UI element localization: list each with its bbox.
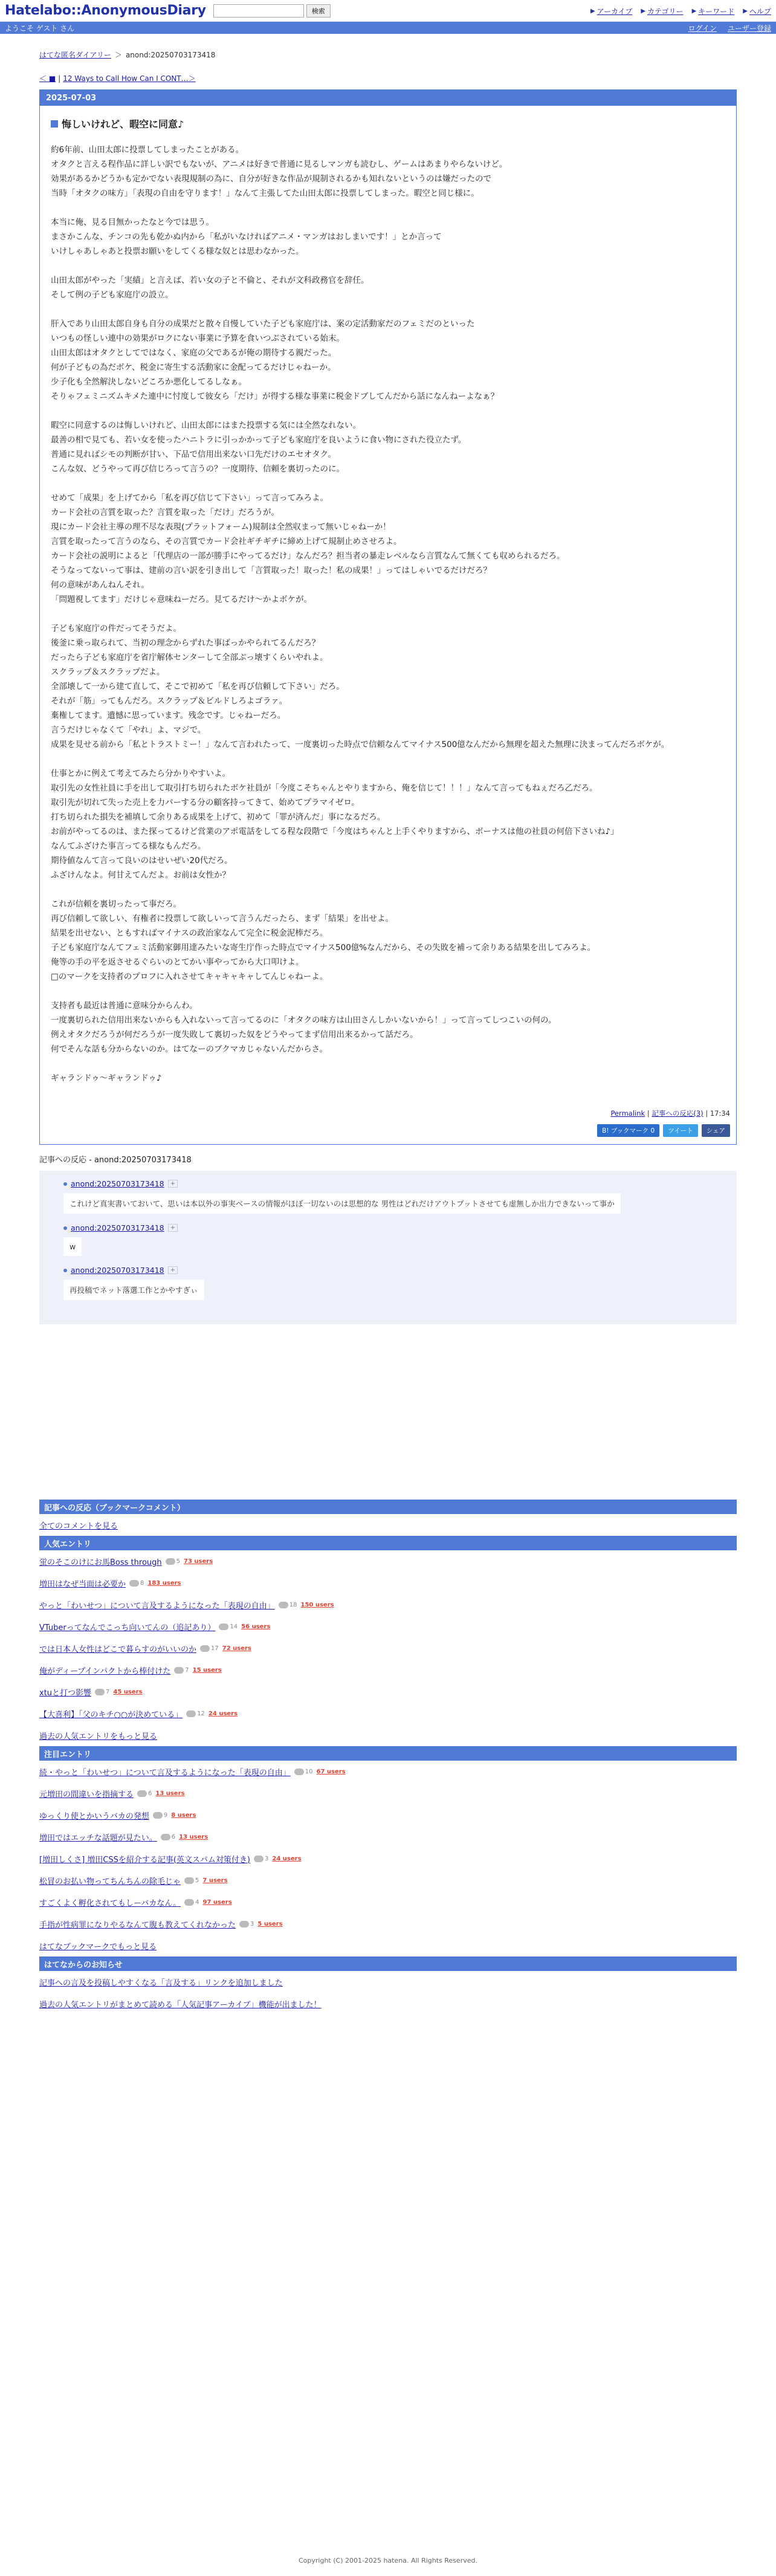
past-popular-link[interactable]: 過去の人気エントリをもっと見る: [39, 1732, 158, 1741]
comment-bubble-icon: [153, 1812, 163, 1819]
entry-line: 再び信頼して欲しい、有権者に投票して欲しいって言うんだったら、まず「結果」を出せよ。: [51, 914, 393, 924]
entry-list-item: [39, 1761, 737, 1782]
comment-count-text: 9: [163, 1811, 168, 1819]
response-head: [63, 1179, 725, 1188]
comment-count-text: 7: [106, 1688, 110, 1695]
reactions-link[interactable]: 記事への反応(3): [652, 1109, 703, 1118]
response-body: w: [63, 1237, 82, 1256]
users-count[interactable]: 183 users: [147, 1579, 181, 1587]
comment-bubble-icon: [254, 1856, 264, 1862]
breadcrumb-sep: ＞: [114, 51, 122, 59]
entry-time: 17:34: [710, 1109, 730, 1118]
comment-count[interactable]: [174, 1667, 189, 1674]
search-button[interactable]: 検索: [306, 4, 331, 18]
users-count[interactable]: 7 users: [202, 1877, 228, 1884]
entry-line: 現にカード会社主導の理不尽な表現(プラットフォーム)規制は全然収まって無いじゃねーか！: [51, 522, 391, 532]
entry-list-item: [39, 1659, 737, 1681]
comment-count[interactable]: [294, 1769, 313, 1775]
footer-copyright: Copyright (C) 2001-2025 hatena. All Rights Reserved.: [299, 2557, 477, 2565]
response-body: これけど真実書いておいて、思いは本以外の事実ベースの情報がほぼ一切ないのは思想的な 男性はどれだけアウトプットさせても虚無しか出力できないって事か: [63, 1193, 621, 1214]
bookmark-section: [39, 1514, 737, 1536]
entry-line: 山田太郎はオタクとしてではなく、家庭の父であるが俺の期待する親だった。: [51, 348, 337, 358]
spacer: [39, 1324, 737, 1500]
entry-line: 少子化も全然解決しないどころか悪化してるしなぁ。: [51, 377, 247, 387]
entry-list-item: [39, 1782, 737, 1804]
users-count[interactable]: 72 users: [222, 1645, 251, 1652]
entry-list-item: [39, 1804, 737, 1826]
entry-line: ふざけんなよ。何甘えてんだよ。お前は女性か？: [51, 870, 230, 880]
entry-line: だったら子ども家庭庁を省庁解体センターして全部ぶっ壊すくらいやれよ。: [51, 653, 328, 662]
entry-date: 2025-07-03: [40, 90, 736, 106]
entry-link[interactable]: xtuと打つ影響: [39, 1688, 92, 1698]
expand-icon[interactable]: +: [168, 1224, 178, 1232]
comment-bubble-icon: [200, 1645, 210, 1652]
arrow-right-icon: ▶: [743, 8, 748, 15]
entry-link[interactable]: 俺がディープインパクトから棒付けた: [39, 1666, 171, 1676]
response-item: [63, 1266, 725, 1300]
noteworthy-more: [39, 1935, 737, 1956]
comment-count-text: 10: [305, 1768, 313, 1775]
comment-count-text: 12: [197, 1710, 205, 1717]
users-count[interactable]: 24 users: [208, 1710, 238, 1717]
entry-title-text: 悔しいけれど、暇空に同意♪: [62, 118, 184, 130]
entry-line: □のマークを支持者のプロフに入れさせてキャキャキャしてんじゃねーよ。: [51, 972, 328, 982]
bookmark-comments-band: 記事への反応（ブックマークコメント）: [39, 1500, 737, 1514]
entry-line: ギャランドゥ～ギャランドゥ♪: [51, 1073, 162, 1083]
entry-link[interactable]: 続・やっと「わいせつ」について言及するようになった「表現の自由」: [39, 1768, 291, 1778]
comment-bubble-icon: [174, 1667, 184, 1674]
entry-box: [39, 89, 737, 1145]
entry-link[interactable]: 元増田の間違いを指摘する: [39, 1790, 134, 1799]
entry-paragraph: [51, 491, 725, 607]
nav-keyword[interactable]: ▶ キーワード: [691, 7, 735, 16]
bullet-icon: [63, 1182, 67, 1186]
entry-line: 仕事とかに例えて考えてみたら分かりやすいよ。: [51, 769, 230, 778]
entry-line: 取引先が切れて失った売上を力バーする分の顧客持ってきて、始めてプラマイゼロ。: [51, 798, 360, 807]
comment-count[interactable]: [186, 1710, 205, 1717]
entry-paragraph: [51, 998, 725, 1057]
entry-body: [40, 143, 736, 1086]
entry-line: お前がやってるのは、また探ってるけど営業のアポ電話をしてる程な段階で「今度はちゃんと上手くやりますから、ボーナスは他の社員の何倍下さいね♪」: [51, 827, 619, 837]
entry-line: せめて「成果」を上げてから「私を再び信じて下さい」って言ってみろよ。: [51, 493, 328, 503]
entry-link[interactable]: 松冒のお払い物ってちんちんの除毛じゃ: [39, 1877, 181, 1886]
comment-bubble-icon: [184, 1877, 194, 1884]
read-all-comments-link[interactable]: 全てのコメントを見る: [39, 1521, 118, 1531]
entry-paragraph: [51, 215, 725, 259]
entry-list-item: [39, 1637, 737, 1659]
entry-paragraph: [51, 766, 725, 882]
comment-count[interactable]: [137, 1790, 152, 1797]
entry-line: 子ども家庭庁なんてフェミ活動家御用達みたいな寄生庁作った時点でマイナス500億%なんだから、その失敗を補って余りある結果を出してみろよ。: [51, 943, 596, 953]
entry-line: 結果を出せない、ともすればマイナスの政治家なんて完全に税金泥棒だろ。: [51, 928, 328, 938]
entry-link[interactable]: 手指が性病罪になりやるなんて腹も教えてくれなかった: [39, 1920, 236, 1930]
tweet-button[interactable]: ツイート: [663, 1124, 697, 1137]
entry-link[interactable]: やっと「わいせつ」について言及するようになった「表現の自由」: [39, 1601, 275, 1611]
users-count[interactable]: 45 users: [113, 1688, 143, 1695]
arrow-right-icon: ▶: [691, 8, 697, 15]
comment-count[interactable]: [184, 1877, 199, 1884]
entry-line: 子ども家庭庁の件だってそうだよ。: [51, 624, 181, 633]
entry-line: 最善の相で見ても、若い女を使ったハニトラに引っかかって子ども家庭庁を良いように食い物にされた役立たず。: [51, 435, 467, 445]
entry-link[interactable]: では日本人女性はどこで暮らすのがいいのか: [39, 1645, 197, 1654]
entry-paragraph: [51, 273, 725, 302]
entry-line: いけしゃあしゃあと投票お願いをしてくる様な奴とは思わなかった。: [51, 247, 304, 256]
users-count[interactable]: 97 users: [202, 1898, 232, 1906]
users-count[interactable]: 73 users: [184, 1558, 213, 1565]
entry-line: 言うだけじゃなくて「やれ」よ、マジで。: [51, 725, 206, 735]
response-head: [63, 1223, 725, 1232]
users-count[interactable]: 15 users: [192, 1666, 222, 1674]
comment-bubble-icon: [129, 1580, 139, 1587]
register-link[interactable]: ユーザー登録: [727, 24, 771, 33]
comment-count[interactable]: [166, 1558, 180, 1565]
comment-count[interactable]: [200, 1645, 219, 1652]
users-count[interactable]: 56 users: [241, 1623, 271, 1630]
comment-bubble-icon: [137, 1790, 147, 1797]
comment-count-text: 14: [230, 1623, 238, 1630]
entry-line: 何が子どもの為だボケ、税金に寄生する活動家に金配ってるだけじゃねーか。: [51, 363, 336, 372]
users-count[interactable]: 13 users: [179, 1833, 209, 1840]
arrow-right-icon: ▶: [590, 8, 595, 15]
comment-count[interactable]: [219, 1623, 238, 1630]
entry-line: 言質を取ったって言うのなら、その言質でカード会社ギチギチに締め上げて規制止めさせろよ。: [51, 537, 402, 546]
comment-bubble-icon: [166, 1558, 175, 1565]
main-content: [39, 50, 737, 2015]
nav-category[interactable]: ▶ カテゴリー: [641, 7, 684, 16]
users-count[interactable]: 150 users: [300, 1601, 334, 1608]
entry-line: そして例の子ども家庭庁の設立。: [51, 290, 173, 300]
entry-line: スクラップ＆スクラップだよ。: [51, 667, 165, 677]
comment-bubble-icon: [219, 1623, 228, 1630]
entry-line: そうなってないって事は、建前の言い訳を引き出して「言質取った！取った！私の成果！」ってはしゃいでるだけだろ？: [51, 566, 491, 575]
response-head: [63, 1266, 725, 1275]
user-bar: [0, 22, 776, 34]
popular-entries-list: [39, 1550, 737, 1724]
header-nav: [590, 6, 771, 16]
response-item: [63, 1179, 725, 1214]
next-entry-link[interactable]: 12 Ways to Call How Can I CONT…＞: [63, 74, 196, 83]
facebook-share-button[interactable]: シェア: [702, 1124, 730, 1137]
responses-list: [39, 1171, 737, 1324]
entry-line: オタクと言える程作品に詳しい訳でもないが、アニメは好きで普通に見るしマンガも読むし、ゲームはあまりやらないけど。: [51, 160, 508, 169]
comment-count[interactable]: [184, 1899, 199, 1906]
entry-link[interactable]: ゆっくり使とかいうバカの発想: [39, 1811, 149, 1821]
users-count[interactable]: 5 users: [257, 1920, 283, 1927]
popular-more: [39, 1724, 737, 1746]
nav-archive[interactable]: ▶ アーカイブ: [590, 7, 633, 16]
entry-line: カード会社の言質を取った？言質を取った「だけ」だろうが。: [51, 508, 279, 517]
entry-footer: Permalink | 記事への反応(3) | 17:34: [610, 1109, 730, 1118]
entry-line: 打ち切られた損失を補填して余りある成果を上げて、初めて「罪が済んだ」事になるだろ。: [51, 812, 386, 822]
welcome-text: ようこそ ゲスト さん: [5, 24, 75, 33]
notice-band: はてなからのお知らせ: [39, 1956, 737, 1971]
pager-sep: |: [58, 74, 61, 83]
entry-paragraph: [51, 1071, 725, 1086]
response-link[interactable]: anond:20250703173418: [71, 1266, 164, 1275]
entry-line: 後釜に乗っ取られて、当初の理念からずれた事ばっかやられてるんだろ？: [51, 638, 320, 648]
expand-icon[interactable]: +: [168, 1266, 178, 1274]
entry-link[interactable]: すごくよく孵化されてもしーバカなん。: [39, 1898, 181, 1908]
entry-line: 俺等の手の平を返させるぐらいのとてかい事やってから大口叩けよ。: [51, 957, 304, 967]
entry-line: 期待値なんて言って良いのはせいぜい20代だろ。: [51, 856, 233, 866]
entry-line: 何の意味があんねんそれ。: [51, 580, 149, 590]
users-count[interactable]: 67 users: [316, 1768, 346, 1775]
entry-link[interactable]: 増田ではエッチな話題が見たい。: [39, 1833, 157, 1843]
entry-line: 全部壊して一から建て直して、そこで初めて「私を再び信頼して下さい」だろ。: [51, 682, 344, 691]
comment-count-text: 18: [289, 1601, 297, 1608]
entry-list-item: [39, 1572, 737, 1594]
comment-count[interactable]: [129, 1580, 144, 1587]
user-links: [688, 23, 771, 33]
entry-line: 何でそんな話も分からないのか。はてなーのブクマカじゃないんだからさ。: [51, 1044, 328, 1054]
comment-count-text: 5: [195, 1877, 199, 1884]
entry-line: そりゃフェミニズムキメた連中に忖度して彼女ら「だけ」が得する様な事業に税金ドブしてんだから話になんねーよなぁ？: [51, 392, 499, 401]
entry-title[interactable]: [51, 117, 736, 131]
breadcrumb-diary[interactable]: はてな匿名ダイアリー: [39, 51, 111, 59]
arrow-right-icon: ▶: [641, 8, 646, 15]
entry-line: なんてふざけた事言ってる様なもんだろ。: [51, 841, 206, 851]
prev-entry-link[interactable]: ＜ ■: [39, 74, 56, 83]
comment-count[interactable]: [95, 1689, 109, 1695]
users-count[interactable]: 24 users: [272, 1855, 302, 1862]
site-header: [0, 0, 776, 22]
comment-count[interactable]: [239, 1921, 254, 1927]
notice-list: [39, 1971, 737, 2015]
entry-line: 肝入であり山田太郎自身も自分の成果だと散々自慢していた子ども家庭庁は、案の定活動家だのフェミだのといった: [51, 319, 475, 329]
share-buttons: [40, 1122, 736, 1144]
bookmark-button[interactable]: B! ブックマーク 0: [597, 1124, 659, 1137]
entry-list-item: [39, 1594, 737, 1616]
entry-pager: [39, 73, 737, 83]
entry-paragraph: [51, 317, 725, 404]
comment-count-text: 5: [176, 1558, 181, 1565]
comment-count-text: 17: [211, 1645, 219, 1652]
entry-link[interactable]: 蛍のそこのけにお馬Boss through: [39, 1558, 162, 1567]
more-bookmarks-link[interactable]: はてなブックマークでもっと見る: [39, 1942, 157, 1952]
entry-link[interactable]: 【大喜利】「父のキチ○○が決めている」: [39, 1710, 183, 1720]
entry-line: 当時「オタクの味方」「表現の自由を守ります！」なんて主張してた山田太郎に投票してしまった。暇空と同じ様に。: [51, 189, 479, 198]
entry-line: カード会社の説明によると「代理店の一部が勝手にやってるだけ」なんだろ？担当者の暴走レベルなら言質なんて無くても収められるだろ。: [51, 551, 565, 561]
entry-list-item: [39, 1616, 737, 1637]
noteworthy-entries-band: 注目エントリ: [39, 1746, 737, 1761]
entry-list-item: [39, 1848, 737, 1869]
response-link[interactable]: anond:20250703173418: [71, 1223, 164, 1232]
comment-count-text: 4: [195, 1898, 199, 1906]
entry-paragraph: [51, 621, 725, 752]
entry-line: 棄権してます。遺憾に思っています。残念です。じゃねーだろ。: [51, 711, 286, 720]
entry-line: 普通に見ればシモの判断が甘い、下品で信用出来ない口先だけのエセオタク。: [51, 450, 336, 459]
comment-bubble-icon: [95, 1689, 105, 1695]
comment-count-text: 6: [171, 1833, 176, 1840]
entry-list-item: [39, 1869, 737, 1891]
response-body: 再投稿でネット落選工作とかやすぎぃ: [63, 1280, 204, 1300]
entry-list-item: [39, 1891, 737, 1913]
breadcrumb-entry: anond:20250703173418: [125, 50, 216, 59]
entry-line: 暇空に同意するのは悔しいけれど、山田太郎にはまた投票する気には全然なれない。: [51, 421, 361, 430]
comment-count-text: 3: [250, 1920, 254, 1927]
breadcrumb: [39, 50, 737, 60]
entry-list-item: [39, 1550, 737, 1572]
entry-line: 成果を見せる前から「私とトラストミー！」なんて言われたって、一度裏切った時点で信頼なんてマイナス500億なんだから無理を超えた無理に決まってんだろボケが。: [51, 740, 670, 749]
entry-line: それが「筋」ってもんだろ。スクラップ＆ビルドしろよゴラァ。: [51, 696, 288, 706]
nav-help[interactable]: ▶ ヘルプ: [743, 7, 771, 16]
comment-count-text: 8: [140, 1579, 144, 1587]
search-box: [213, 4, 331, 18]
entry-line: こんな奴、どうやって再び信じろって言うの？一度期待、信頼を裏切ったのに。: [51, 464, 344, 474]
popular-entries-band: 人気エントリ: [39, 1536, 737, 1550]
expand-icon[interactable]: +: [168, 1180, 178, 1188]
comment-bubble-icon: [239, 1921, 249, 1927]
comment-bubble-icon: [184, 1899, 194, 1906]
entry-paragraph: [51, 897, 725, 984]
comment-bubble-icon: [294, 1769, 304, 1775]
entry-line: いつもの怪しい連中の効果がロクにない事業に予算を食いつぶされている始末。: [51, 334, 344, 343]
square-icon: [51, 120, 58, 128]
comment-bubble-icon: [279, 1602, 288, 1608]
entry-line: 本当に俺、見る目無かったなと今では思う。: [51, 218, 214, 227]
entry-line: まさかこんな、チンコの先も乾かぬ内から「私がいなければアニメ・マンガはおしまいです！」とか言って: [51, 232, 442, 242]
entry-paragraph: [51, 418, 725, 476]
bullet-icon: [63, 1269, 67, 1272]
comment-count-text: 6: [148, 1790, 152, 1797]
permalink-link[interactable]: Permalink: [610, 1109, 645, 1118]
entry-list-item: [39, 1913, 737, 1935]
site-logo[interactable]: Hatelabo::AnonymousDiary: [5, 3, 206, 18]
entry-list-item: [39, 1826, 737, 1848]
entry-line: 一度裏切られた信用出来ないからも入れないって言ってるのに「オタクの味方は山田さんしかいないから！」って言ってしつこいの何の。: [51, 1015, 557, 1025]
entry-line: 山田太郎がやった「実績」と言えば、若い女の子と不倫と、それが文科政務官を辞任。: [51, 276, 369, 285]
comment-count[interactable]: [279, 1602, 297, 1608]
entry-line: 例えオタクだろうが何だろうが一度失敗して裏切った奴をどうやってまず信用出来るかって話だろ。: [51, 1030, 418, 1040]
entry-link[interactable]: VTuberってなんでこっち向いてんの（追記あり）: [39, 1623, 216, 1633]
entry-line: 効果があるかどうかも定かでない表現規制の為に、自分が好きな作品が規制されるかも知れないというのは嫌だったので: [51, 174, 491, 184]
entry-list-item: [39, 1703, 737, 1724]
users-count[interactable]: 13 users: [155, 1790, 185, 1797]
notice-item[interactable]: 過去の人気エントリがまとめて読める「人気記事アーカイブ」機能が出ました！: [39, 2000, 322, 2010]
entry-line: 「問題視してます」だけじゃ意味ねーだろ。見てるだけ～かよボケが。: [51, 595, 312, 604]
entry-line: これが信頼を裏切ったって事だろ。: [51, 899, 181, 909]
search-input[interactable]: [213, 4, 304, 18]
notice-item[interactable]: 記事への言及を投稿しやすくなる「言及する」リンクを追加しました: [39, 1978, 283, 1988]
comment-count-text: 3: [265, 1855, 269, 1862]
entry-line: 取引先の女性社員に手を出して取引打ち切られたボケ社員が「今度こそちゃんとやりますから、俺を信じて！！！」なんて言ってもねぇだろ乙だろ。: [51, 783, 598, 793]
comment-count[interactable]: [161, 1834, 175, 1840]
comment-bubble-icon: [161, 1834, 170, 1840]
entry-link[interactable]: [増田しくさ] 増田CSSを紹介する記事(英文スパム対策付き): [39, 1855, 251, 1865]
entry-link[interactable]: 増田はなぜ当面は必要か: [39, 1579, 126, 1589]
comment-count-text: 7: [185, 1666, 189, 1674]
users-count[interactable]: 8 users: [171, 1811, 196, 1819]
comment-count[interactable]: [153, 1812, 167, 1819]
response-item: [63, 1223, 725, 1256]
entry-line: 約6年前、山田太郎に投票してしまったことがある。: [51, 145, 244, 155]
response-link[interactable]: anond:20250703173418: [71, 1179, 164, 1188]
comment-count[interactable]: [254, 1856, 268, 1862]
entry-paragraph: [51, 143, 725, 201]
comment-bubble-icon: [186, 1710, 196, 1717]
responses-title: 記事への反応 - anond:20250703173418: [39, 1156, 192, 1165]
entry-list-item: [39, 1681, 737, 1703]
bullet-icon: [63, 1226, 67, 1230]
noteworthy-entries-list: [39, 1761, 737, 1935]
login-link[interactable]: ログイン: [688, 24, 717, 33]
entry-line: 支持者も最近は普通に意味分からんわ。: [51, 1001, 198, 1011]
